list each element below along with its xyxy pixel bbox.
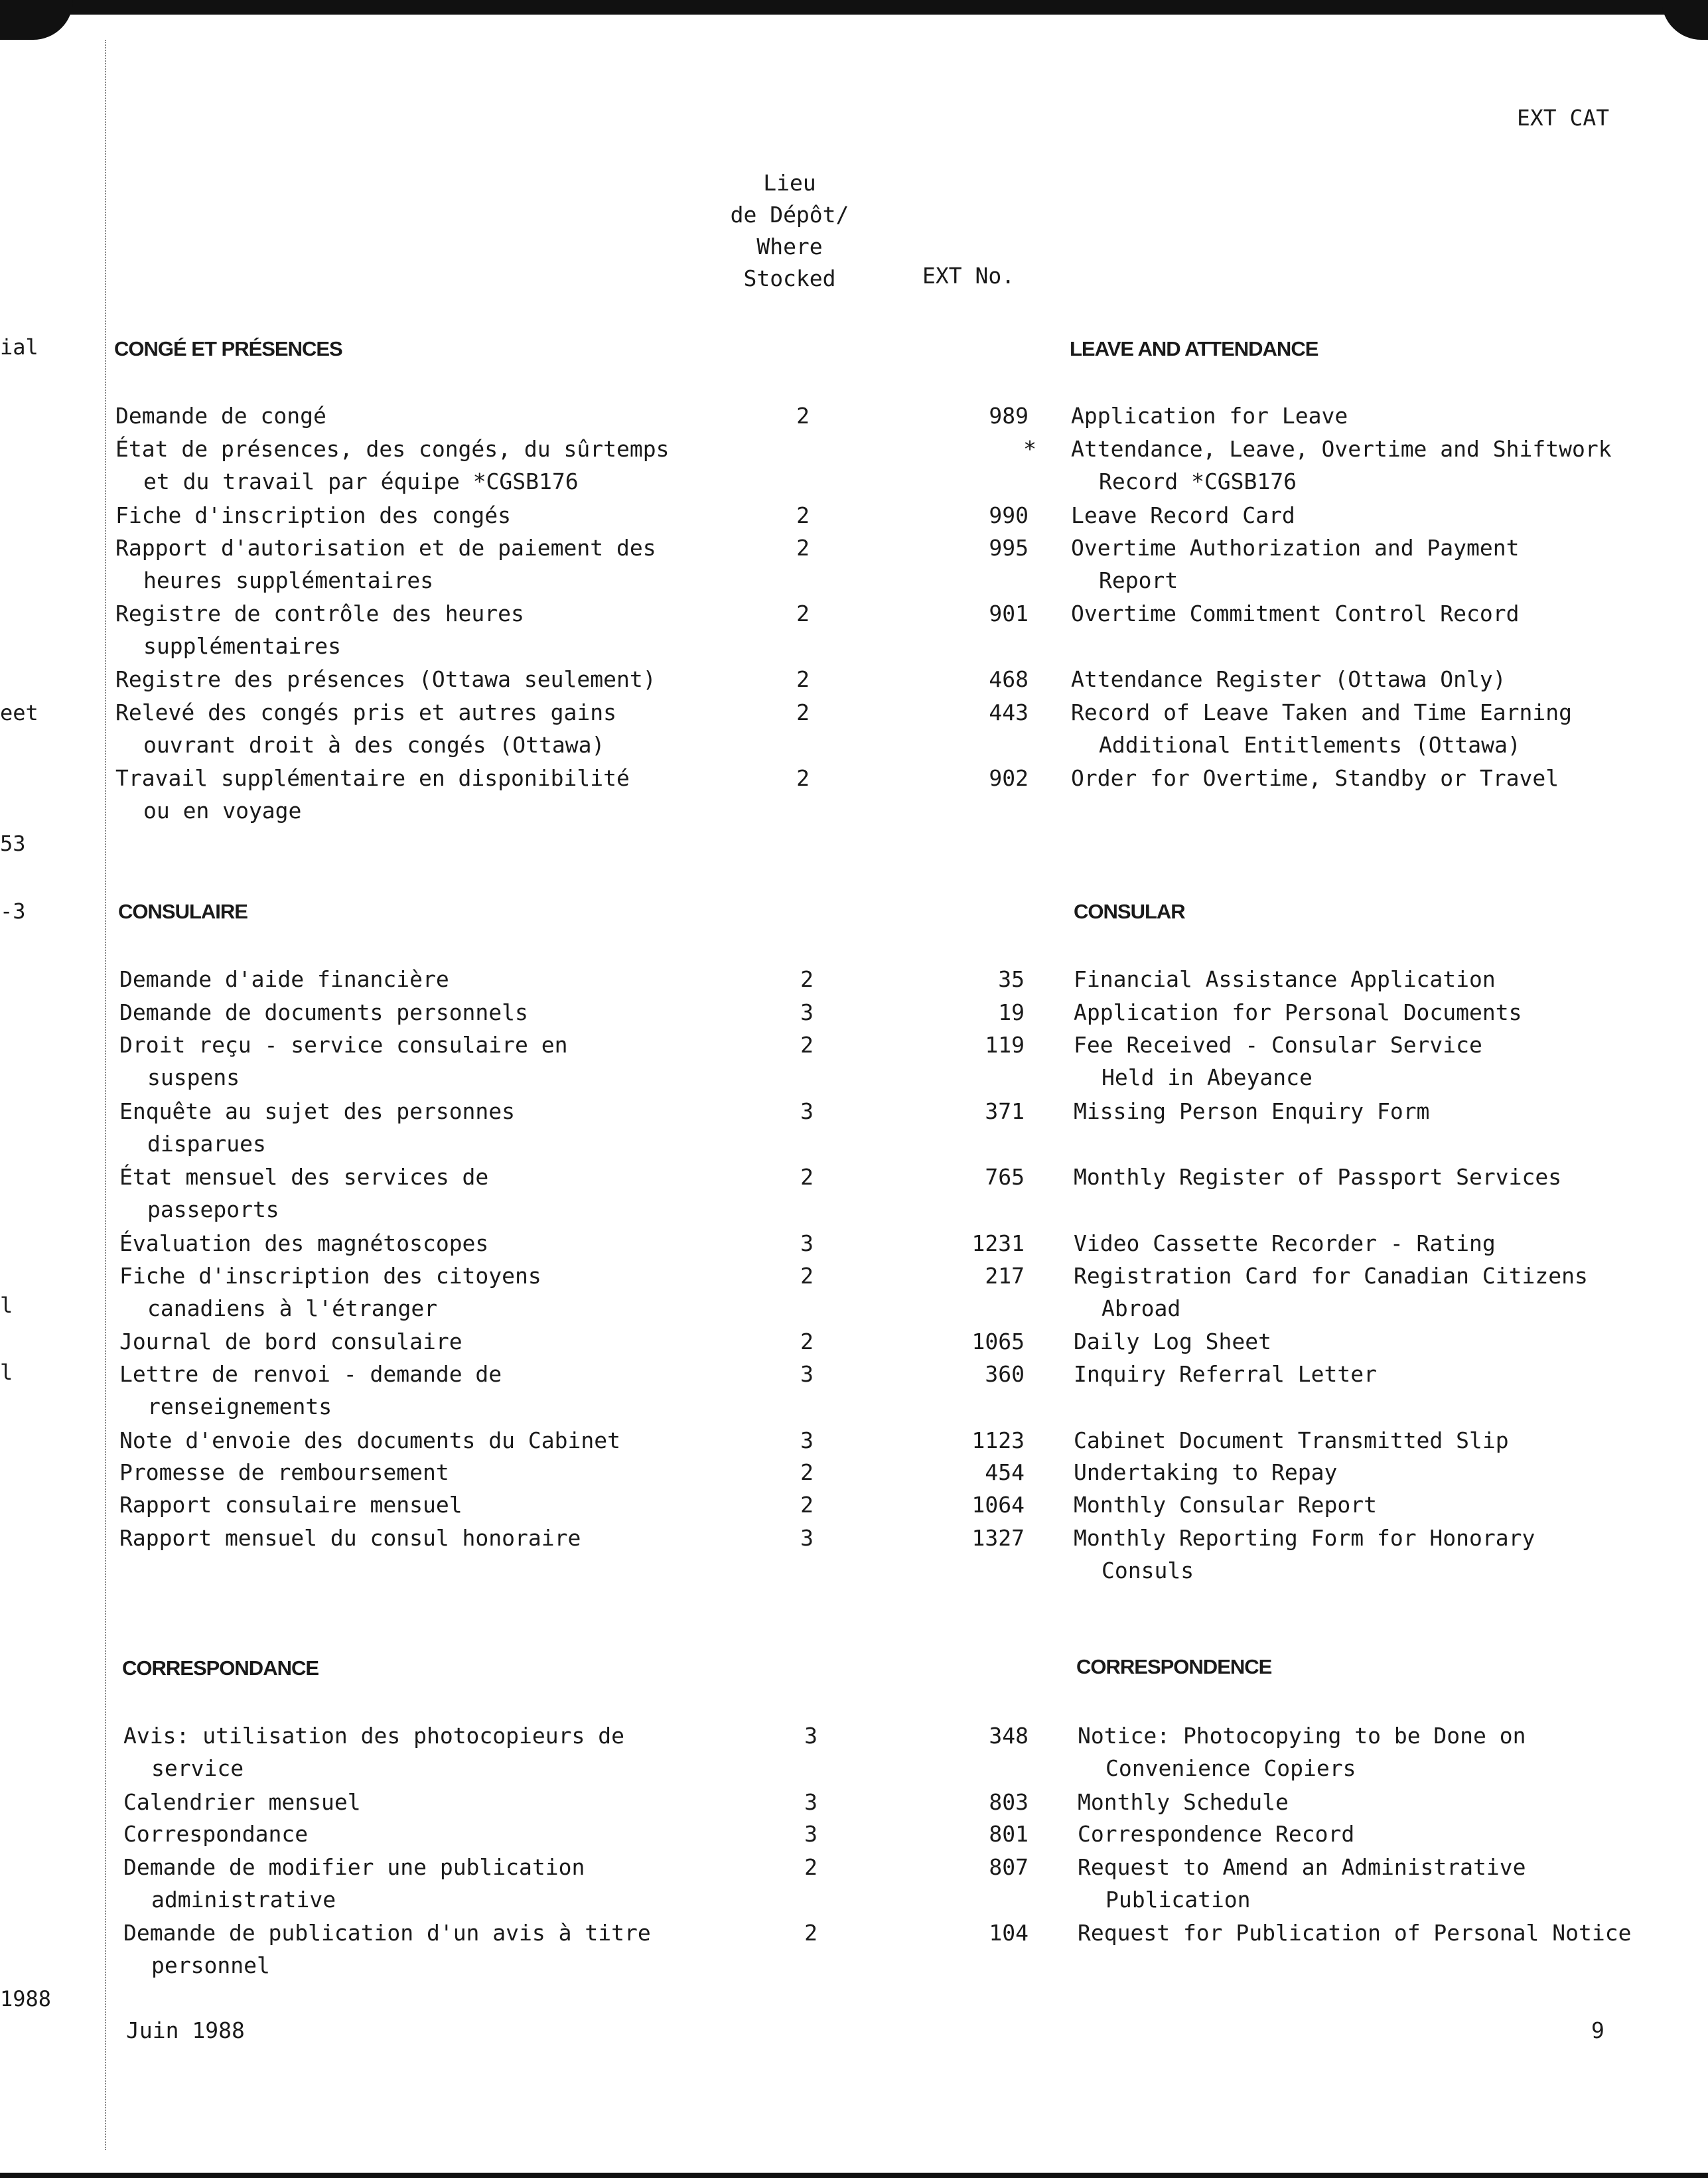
french-line: Rapport consulaire mensuel [119, 1492, 463, 1518]
english-line-continued: Record *CGSB176 [1099, 469, 1297, 494]
header-line: de Dépôt/ [730, 202, 849, 228]
english-title [1074, 1424, 1697, 1457]
french-title [123, 1719, 694, 1784]
english-title [1074, 1029, 1697, 1094]
french-title [119, 963, 690, 995]
english-line: Request for Publication of Personal Notice [1078, 1920, 1632, 1946]
stock-location: 3 [800, 999, 814, 1025]
margin-fragment: 53 [0, 831, 26, 856]
ext-number: 1064 [971, 1492, 1025, 1518]
french-line: Note d'envoie des documents du Cabinet [119, 1427, 620, 1453]
english-title [1074, 1161, 1697, 1193]
english-line-continued: Abroad [1102, 1295, 1181, 1321]
french-line: Demande de modifier une publication [123, 1854, 585, 1880]
english-title [1074, 963, 1697, 995]
ext-number: 803 [989, 1789, 1029, 1815]
ext-number: 348 [989, 1723, 1029, 1749]
french-line: Demande de publication d'un avis à titre [123, 1920, 651, 1946]
english-line: Overtime Commitment Control Record [1071, 601, 1520, 626]
margin-fragment: -3 [0, 899, 26, 924]
english-title [1074, 1260, 1697, 1325]
english-title [1071, 663, 1695, 695]
english-line: Undertaking to Repay [1074, 1459, 1338, 1485]
french-line: Journal de bord consulaire [119, 1329, 463, 1354]
english-title [1074, 1325, 1697, 1358]
header-line: Where [756, 234, 823, 259]
english-line: Monthly Schedule [1078, 1789, 1289, 1815]
english-line: Overtime Authorization and Payment [1071, 535, 1520, 561]
scan-corner-right [1662, 0, 1708, 40]
ext-number: 901 [989, 601, 1029, 626]
french-line-continued: disparues [147, 1131, 266, 1157]
french-title [115, 696, 686, 761]
ext-number: 443 [989, 699, 1029, 725]
english-line: Record of Leave Taken and Time Earning [1071, 699, 1572, 725]
english-title [1071, 597, 1695, 630]
ext-number: 360 [985, 1361, 1025, 1387]
scan-bottom-border [0, 2173, 1708, 2178]
english-title [1074, 1488, 1697, 1521]
french-line: Correspondance [123, 1821, 309, 1847]
ext-number: 454 [985, 1459, 1025, 1485]
section-title-en: LEAVE AND ATTENDANCE [1070, 337, 1318, 360]
ext-number: 119 [985, 1032, 1025, 1058]
section-title-fr: CONSULAIRE [118, 900, 248, 923]
french-title [115, 762, 686, 827]
french-line: Lettre de renvoi - demande de [119, 1361, 502, 1387]
french-title [119, 1424, 690, 1457]
french-title [119, 1161, 690, 1226]
english-line: Daily Log Sheet [1074, 1329, 1272, 1354]
french-title [123, 1818, 694, 1850]
english-line: Attendance Register (Ottawa Only) [1071, 666, 1506, 692]
french-line-continued: administrative [151, 1887, 336, 1913]
english-title [1071, 762, 1695, 794]
scan-top-border [0, 0, 1708, 15]
english-title [1074, 1095, 1697, 1127]
ext-number: 1231 [971, 1230, 1025, 1256]
french-line: Calendrier mensuel [123, 1789, 361, 1815]
english-line-continued: Convenience Copiers [1105, 1755, 1356, 1781]
ext-number: 19 [998, 999, 1025, 1025]
english-title [1074, 1456, 1697, 1488]
english-line-continued: Report [1099, 567, 1178, 593]
english-title [1078, 1719, 1701, 1784]
stock-location: 3 [800, 1230, 814, 1256]
english-line: Correspondence Record [1078, 1821, 1355, 1847]
english-line: Registration Card for Canadian Citizens [1074, 1263, 1588, 1289]
french-line-continued: heures supplémentaires [143, 567, 434, 593]
french-title [119, 1358, 690, 1423]
stock-location: 3 [800, 1361, 814, 1387]
section-title-en: CONSULAR [1074, 900, 1185, 923]
ext-number: 217 [985, 1263, 1025, 1289]
french-line-continued: service [151, 1755, 244, 1781]
french-title [119, 1260, 690, 1325]
stock-location: 3 [804, 1821, 818, 1847]
french-title [119, 996, 690, 1029]
french-line-continued: renseignements [147, 1394, 332, 1419]
catalogue-code: EXT CAT [1517, 105, 1610, 131]
stock-location: 3 [804, 1723, 818, 1749]
ext-number: 990 [989, 502, 1029, 528]
french-title [119, 1522, 690, 1554]
english-line: Leave Record Card [1071, 502, 1295, 528]
scan-corner-left [0, 0, 73, 40]
binding-margin-line [105, 40, 106, 2150]
english-line: Attendance, Leave, Overtime and Shiftwork [1071, 436, 1612, 462]
where-stocked-header [717, 167, 863, 295]
french-line: Registre des présences (Ottawa seulement) [115, 666, 656, 692]
french-line-continued: et du travail par équipe *CGSB176 [143, 469, 579, 494]
english-title [1074, 1522, 1697, 1587]
ext-number: 801 [989, 1821, 1029, 1847]
ext-number: 468 [989, 666, 1029, 692]
stock-location: 2 [800, 1492, 814, 1518]
french-line-continued: supplémentaires [143, 633, 342, 659]
stock-location: 2 [800, 966, 814, 992]
french-title [123, 1786, 694, 1818]
ext-number: 1123 [971, 1427, 1025, 1453]
english-title [1078, 1818, 1701, 1850]
section-title-fr: CORRESPONDANCE [122, 1656, 319, 1680]
ext-number: * [1023, 436, 1036, 462]
english-line: Monthly Reporting Form for Honorary [1074, 1525, 1535, 1551]
french-line: Fiche d'inscription des citoyens [119, 1263, 541, 1289]
ext-number: 989 [989, 403, 1029, 429]
stock-location: 3 [800, 1427, 814, 1453]
english-line: Inquiry Referral Letter [1074, 1361, 1377, 1387]
page-number: 9 [1591, 2017, 1604, 2043]
margin-fragment: l [0, 1360, 13, 1385]
header-line: Stocked [743, 265, 836, 291]
stock-location: 3 [800, 1525, 814, 1551]
english-line: Cabinet Document Transmitted Slip [1074, 1427, 1509, 1453]
ext-number-header: EXT No. [922, 263, 1015, 289]
french-line: Fiche d'inscription des congés [115, 502, 512, 528]
ext-number: 765 [985, 1164, 1025, 1190]
stock-location: 2 [796, 403, 810, 429]
french-line: Évaluation des magnétoscopes [119, 1230, 489, 1256]
english-line: Video Cassette Recorder - Rating [1074, 1230, 1496, 1256]
french-line-continued: canadiens à l'étranger [147, 1295, 438, 1321]
stock-location: 2 [796, 535, 810, 561]
english-line: Monthly Consular Report [1074, 1492, 1377, 1518]
french-title [115, 663, 686, 695]
stock-location: 2 [796, 601, 810, 626]
english-line-continued: Held in Abeyance [1102, 1064, 1313, 1090]
header-line: Lieu [763, 170, 816, 196]
english-title [1071, 696, 1695, 761]
english-line: Request to Amend an Administrative [1078, 1854, 1526, 1880]
ext-number: 902 [989, 765, 1029, 791]
english-line: Application for Personal Documents [1074, 999, 1522, 1025]
english-line: Order for Overtime, Standby or Travel [1071, 765, 1559, 791]
french-line-continued: suspens [147, 1064, 240, 1090]
english-title [1078, 1917, 1701, 1949]
footer-date: Juin 1988 [126, 2017, 245, 2043]
stock-location: 2 [804, 1854, 818, 1880]
french-title [119, 1325, 690, 1358]
stock-location: 3 [800, 1098, 814, 1124]
french-line-continued: passeports [147, 1197, 279, 1222]
english-line: Fee Received - Consular Service [1074, 1032, 1482, 1058]
english-title [1078, 1786, 1701, 1818]
ext-number: 104 [989, 1920, 1029, 1946]
english-title [1071, 499, 1695, 532]
stock-location: 2 [800, 1459, 814, 1485]
stock-location: 2 [796, 502, 810, 528]
english-line: Notice: Photocopying to be Done on [1078, 1723, 1526, 1749]
french-line: Demande de congé [115, 403, 326, 429]
french-line-continued: ou en voyage [143, 798, 302, 824]
french-line: Rapport mensuel du consul honoraire [119, 1525, 581, 1551]
french-title [115, 532, 686, 597]
stock-location: 2 [796, 699, 810, 725]
ext-number: 995 [989, 535, 1029, 561]
stock-location: 2 [800, 1032, 814, 1058]
french-title [119, 1456, 690, 1488]
margin-fragment: l [0, 1293, 13, 1318]
french-line-continued: personnel [151, 1952, 270, 1978]
english-title [1074, 1358, 1697, 1390]
stock-location: 2 [804, 1920, 818, 1946]
stock-location: 3 [804, 1789, 818, 1815]
french-line: Promesse de remboursement [119, 1459, 449, 1485]
french-line: Travail supplémentaire en disponibilité [115, 765, 630, 791]
section-title-en: CORRESPONDENCE [1076, 1655, 1272, 1678]
french-line: Rapport d'autorisation et de paiement des [115, 535, 656, 561]
french-line: État mensuel des services de [119, 1164, 489, 1190]
french-title [119, 1227, 690, 1260]
ext-number: 35 [998, 966, 1025, 992]
french-title [115, 433, 686, 498]
english-line: Application for Leave [1071, 403, 1348, 429]
french-line: Avis: utilisation des photocopieurs de [123, 1723, 624, 1749]
stock-location: 2 [800, 1164, 814, 1190]
french-title [123, 1851, 694, 1916]
english-line-continued: Additional Entitlements (Ottawa) [1099, 732, 1521, 758]
english-line-continued: Consuls [1102, 1558, 1194, 1583]
stock-location: 2 [796, 666, 810, 692]
english-title [1078, 1851, 1701, 1916]
english-line-continued: Publication [1105, 1887, 1251, 1913]
french-title [115, 499, 686, 532]
margin-fragment: ial [0, 334, 38, 360]
french-line: Registre de contrôle des heures [115, 601, 524, 626]
stock-location: 2 [800, 1263, 814, 1289]
french-title [123, 1917, 694, 1982]
french-title [119, 1488, 690, 1521]
french-line: Droit reçu - service consulaire en [119, 1032, 568, 1058]
french-title [115, 597, 686, 662]
english-line: Financial Assistance Application [1074, 966, 1496, 992]
french-title [115, 399, 686, 432]
french-line: Demande de documents personnels [119, 999, 528, 1025]
english-title [1071, 532, 1695, 597]
french-title [119, 1095, 690, 1160]
english-line: Missing Person Enquiry Form [1074, 1098, 1430, 1124]
section-title-fr: CONGÉ ET PRÉSENCES [114, 337, 342, 360]
french-line-continued: ouvrant droit à des congés (Ottawa) [143, 732, 605, 758]
margin-fragment: 1988 [0, 1986, 52, 2011]
margin-fragment: eet [0, 700, 38, 725]
english-title [1071, 399, 1695, 432]
stock-location: 2 [800, 1329, 814, 1354]
french-line: Relevé des congés pris et autres gains [115, 699, 616, 725]
english-line: Monthly Register of Passport Services [1074, 1164, 1562, 1190]
french-line: Demande d'aide financière [119, 966, 449, 992]
ext-number: 807 [989, 1854, 1029, 1880]
english-title [1074, 996, 1697, 1029]
english-title [1071, 433, 1695, 498]
ext-number: 1065 [971, 1329, 1025, 1354]
french-line: Enquête au sujet des personnes [119, 1098, 516, 1124]
ext-number: 1327 [971, 1525, 1025, 1551]
stock-location: 2 [796, 765, 810, 791]
french-title [119, 1029, 690, 1094]
ext-number: 371 [985, 1098, 1025, 1124]
english-title [1074, 1227, 1697, 1260]
french-line: État de présences, des congés, du sûrtemps [115, 436, 670, 462]
